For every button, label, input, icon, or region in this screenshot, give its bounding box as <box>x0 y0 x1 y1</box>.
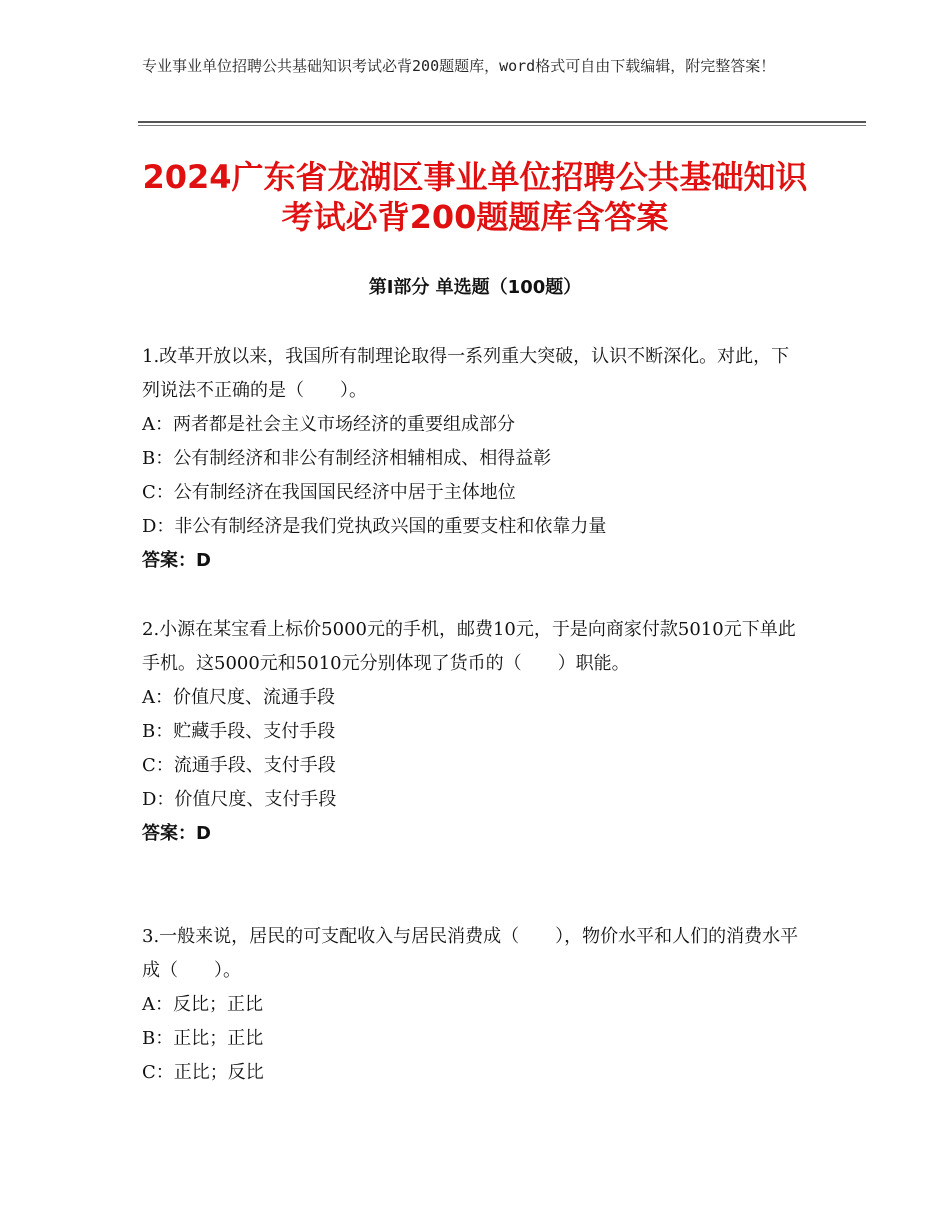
option-a: A：反比；正比 <box>142 994 263 1015</box>
question-3 <box>142 920 802 1090</box>
answer: 答案：D <box>142 823 211 844</box>
option-d: D：价值尺度、支付手段 <box>142 789 337 810</box>
question-2 <box>142 613 802 851</box>
option-b: B：贮藏手段、支付手段 <box>142 721 336 742</box>
question-stem: 2.小源在某宝看上标价5000元的手机，邮费10元，于是向商家付款5010元下单此手机。这5000元和5010元分别体现了货币的（ ）职能。 <box>142 619 796 674</box>
option-c: C：正比；反比 <box>142 1062 264 1083</box>
section-heading: 第I部分 单选题（100题） <box>368 277 582 298</box>
option-a: A：价值尺度、流通手段 <box>142 687 335 708</box>
option-a: A：两者都是社会主义市场经济的重要组成部分 <box>142 414 515 435</box>
header-divider-thin <box>138 125 866 126</box>
document-title: 2024广东省龙湖区事业单位招聘公共基础知识考试必背200题题库含答案 <box>142 158 808 236</box>
question-stem: 3.一般来说，居民的可支配收入与居民消费成（ ），物价水平和人们的消费水平成（ ）。 <box>142 926 799 981</box>
option-d: D：非公有制经济是我们党执政兴国的重要支柱和依靠力量 <box>142 516 607 537</box>
option-c: C：流通手段、支付手段 <box>142 755 336 776</box>
question-stem: 1.改革开放以来，我国所有制理论取得一系列重大突破，认识不断深化。对此，下列说法不正确的是（ ）。 <box>142 346 790 401</box>
option-c: C：公有制经济在我国国民经济中居于主体地位 <box>142 482 516 503</box>
option-b: B：正比；正比 <box>142 1028 264 1049</box>
option-b: B：公有制经济和非公有制经济相辅相成、相得益彰 <box>142 448 552 469</box>
header-note: 专业事业单位招聘公共基础知识考试必背200题题库，word格式可自由下载编辑，附完整答案！ <box>142 57 776 75</box>
question-1 <box>142 340 802 578</box>
answer: 答案：D <box>142 550 211 571</box>
header-divider-thick <box>138 121 866 123</box>
